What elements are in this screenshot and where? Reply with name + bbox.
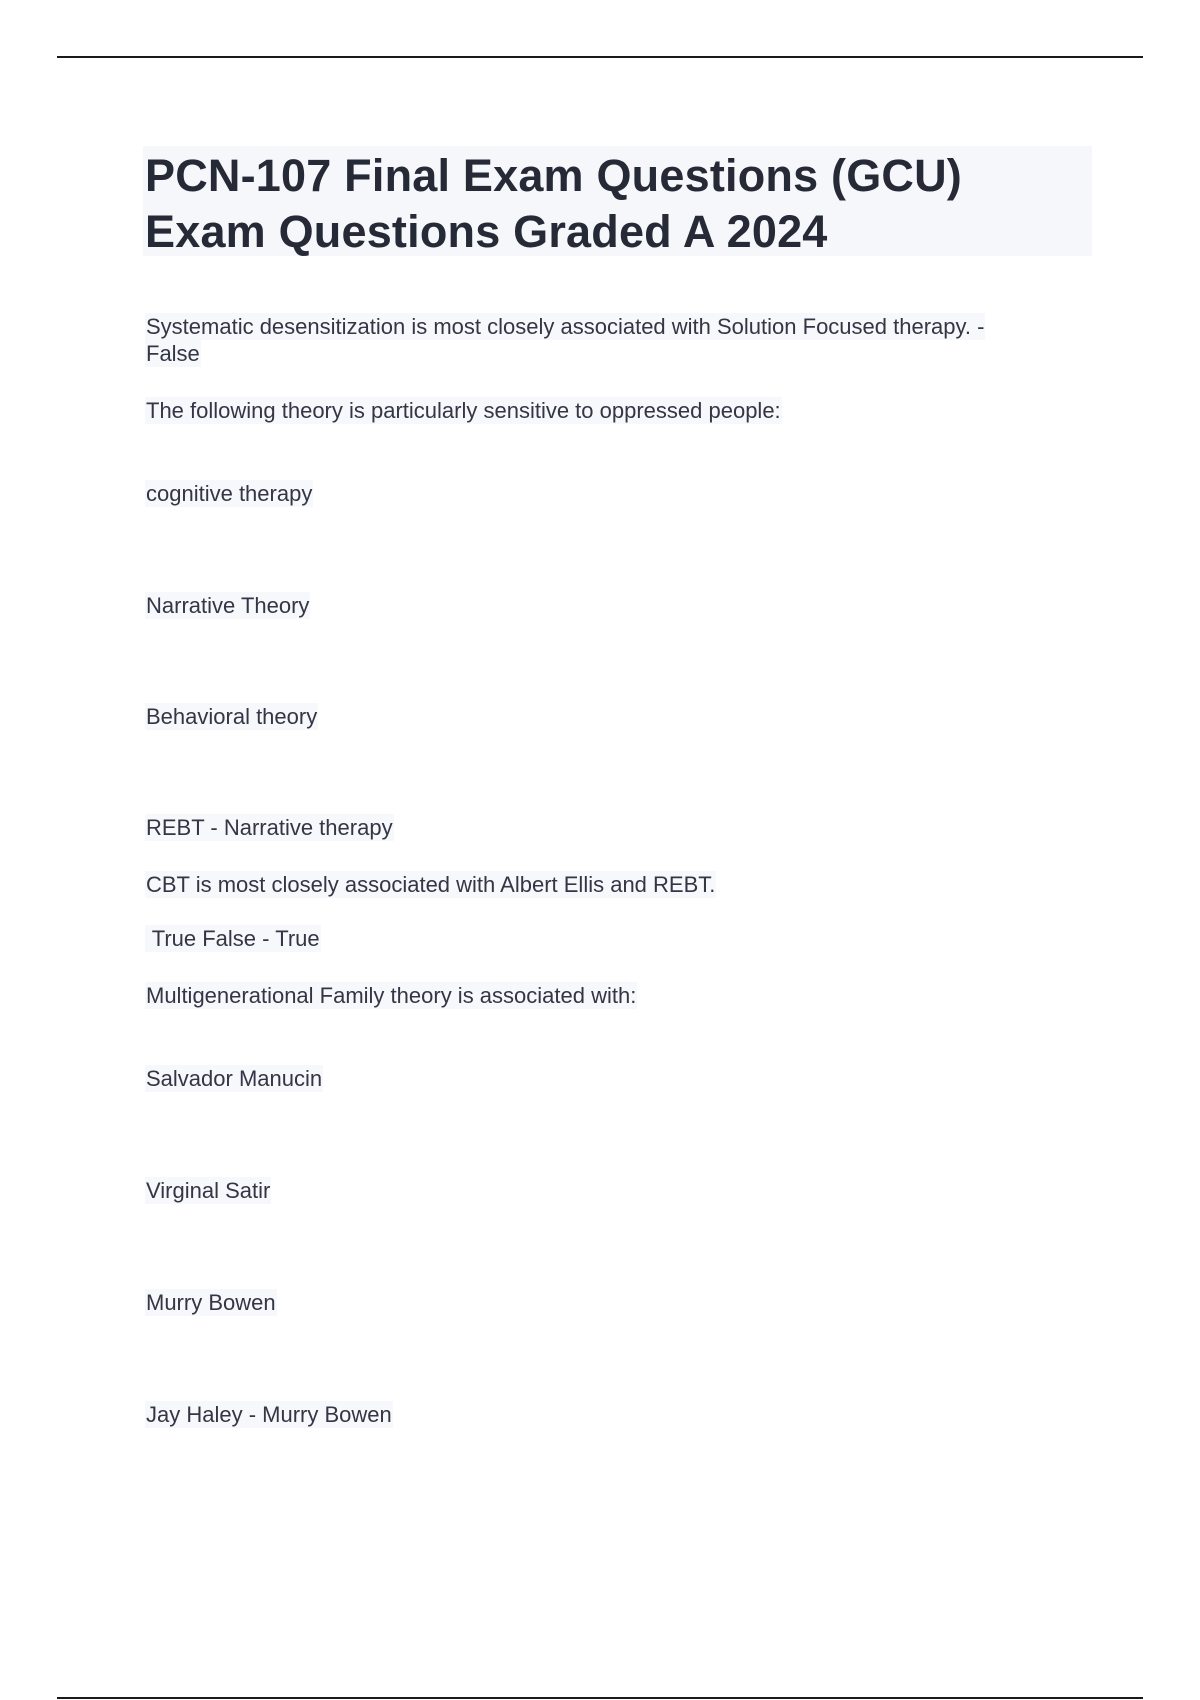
title-line-2: Exam Questions Graded A 2024 (145, 206, 828, 257)
bottom-rule (57, 1697, 1143, 1699)
question-2-text: The following theory is particularly sensitive to oppressed people: (146, 398, 781, 423)
question-4-option-1: Salvador Manucin (146, 1066, 323, 1091)
document-title (145, 148, 1085, 260)
question-1-answer: False (146, 341, 200, 366)
question-4-option-4-answer: Jay Haley - Murry Bowen (146, 1402, 392, 1427)
question-4-option-2: Virginal Satir (146, 1178, 271, 1203)
question-3-options-answer: True False - True (146, 926, 320, 951)
question-2-option-3: Behavioral theory (146, 704, 318, 729)
top-rule (57, 56, 1143, 58)
question-2-option-2: Narrative Theory (146, 593, 310, 618)
question-1-text: Systematic desensitization is most closely associated with Solution Focused therapy. - (146, 314, 985, 339)
title-line-1: PCN-107 Final Exam Questions (GCU) (145, 150, 962, 201)
question-2-option-4-answer: REBT - Narrative therapy (146, 815, 393, 840)
question-2-option-1: cognitive therapy (146, 481, 313, 506)
question-4-option-3: Murry Bowen (146, 1290, 276, 1315)
question-3-text: CBT is most closely associated with Albert Ellis and REBT. (146, 872, 716, 897)
question-4-text: Multigenerational Family theory is associated with: (146, 983, 637, 1008)
